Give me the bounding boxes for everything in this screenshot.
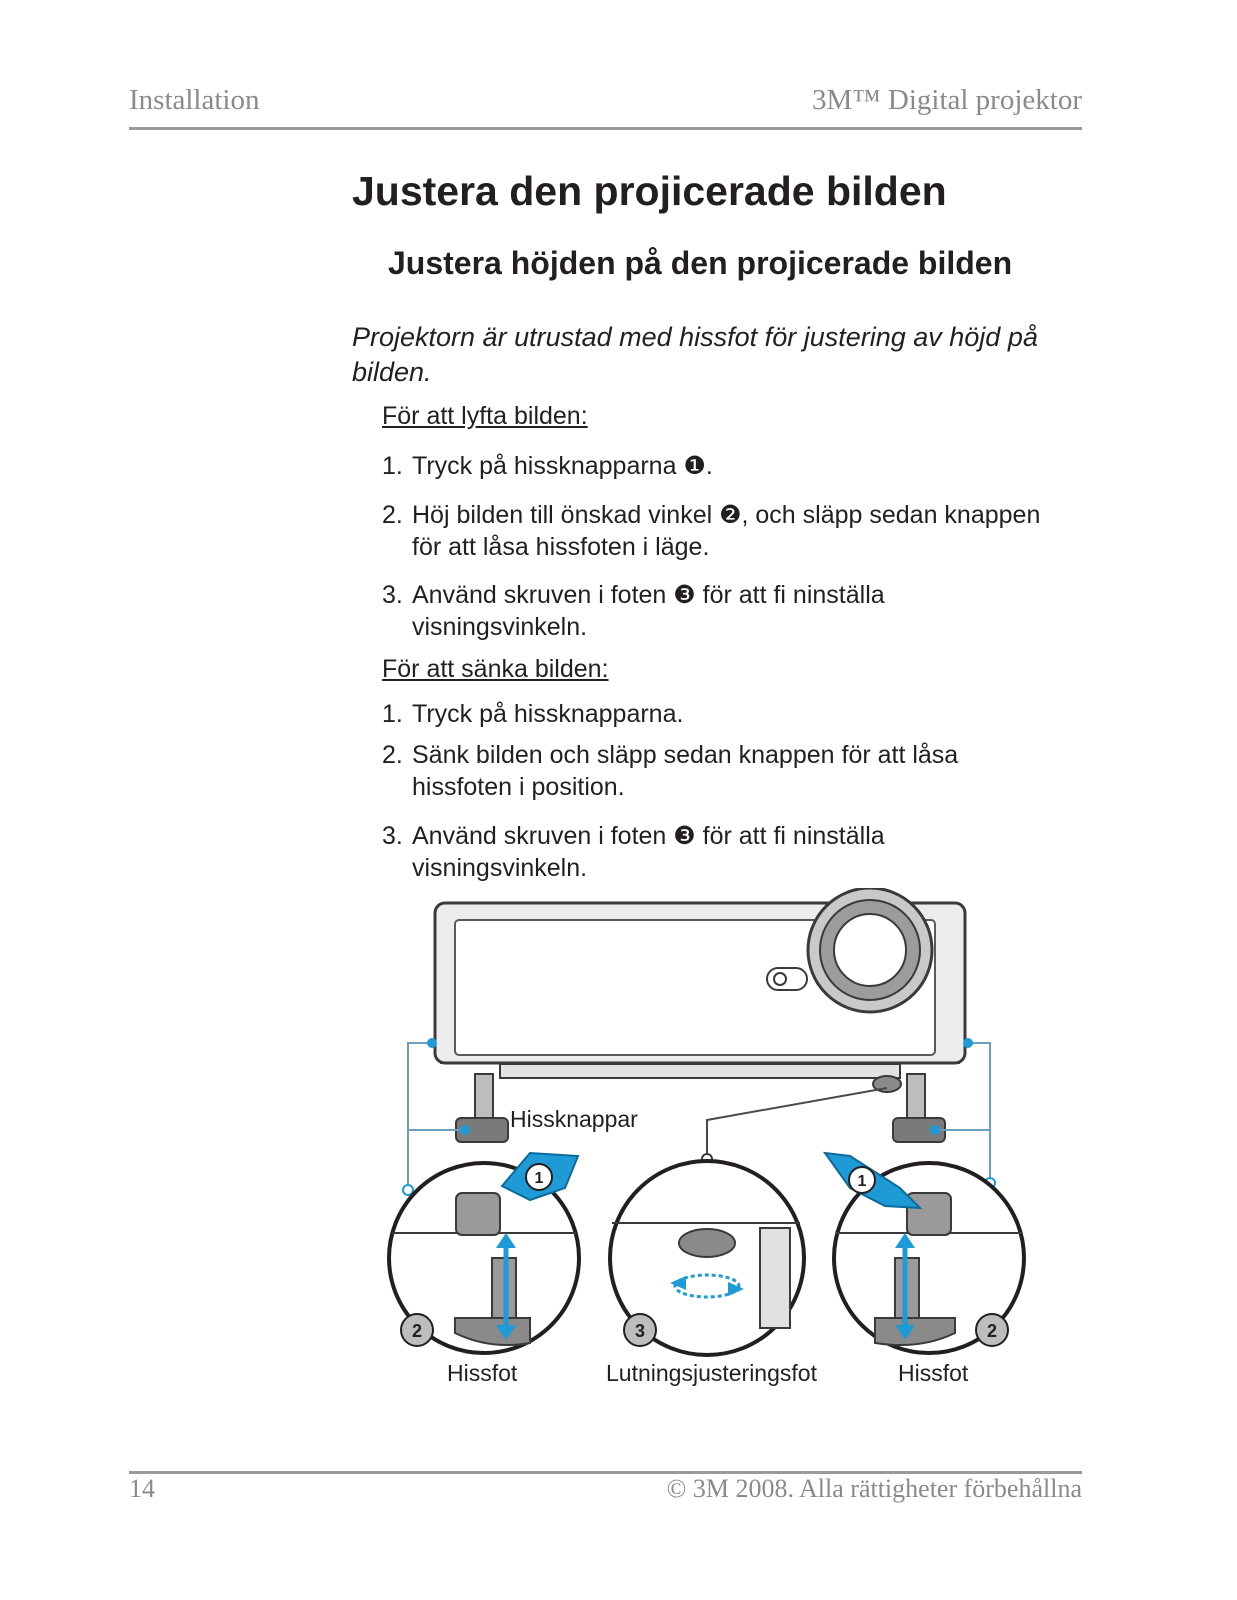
step-number: 2. [382,501,403,529]
header-product: 3M™ Digital projektor [811,84,1082,116]
step-text-continued: för att låsa hissfoten i läge. [412,533,710,561]
step-text: Tryck på hissknapparna. [412,700,684,728]
raise-step-3 [382,579,1102,643]
step-number: 1. [382,700,403,728]
header-section: Installation [129,84,260,116]
badge-label: 2 [411,1321,423,1341]
step-text: Höj bilden till önskad vinkel ❷, och släpp sedan knappen [412,501,1041,529]
badge-2-left [401,1314,433,1346]
badge-2-right [976,1314,1008,1346]
caption-left-foot: Hissfot [447,1360,518,1386]
raise-step-1 [382,450,1102,482]
section-subtitle: Justera höjden på den projicerade bilden [388,245,1013,281]
badge-label: 2 [986,1321,998,1341]
lower-step-3 [382,820,1102,884]
step-number: 3. [382,581,403,609]
step-text: Använd skruven i foten ❸ för att fi ninställa [412,822,885,850]
step-text: Tryck på hissknapparna ❶. [412,452,713,480]
step-number: 2. [382,741,403,769]
step-number: 1. [382,452,403,480]
lower-step-2 [382,739,1102,803]
raise-step-2 [382,499,1102,563]
caption-tilt-foot: Lutningsjusteringsfot [606,1360,817,1386]
badge-label: 1 [534,1170,544,1187]
badge-1-left [526,1164,552,1190]
badge-label: 1 [857,1173,867,1190]
copyright: © 3M 2008. Alla rättigheter förbehållna [666,1474,1082,1503]
label-elevator-buttons: Hissknappar [510,1106,638,1132]
lens-icon [808,888,932,1012]
step-text-continued: visningsvinkeln. [412,854,588,882]
step-number: 3. [382,822,403,850]
page-title: Justera den projicerade bilden [352,168,947,214]
badge-label: 3 [634,1321,646,1341]
step-text-continued: hissfoten i position. [412,773,625,801]
step-text: Sänk bilden och släpp sedan knappen för att låsa [412,741,959,769]
lower-heading: För att sänka bilden: [382,655,609,683]
badge-3 [624,1314,656,1346]
header-rule [129,127,1082,130]
raise-heading: För att lyfta bilden: [382,402,588,430]
projector-illustration [380,888,1040,1358]
lower-step-1 [382,698,1102,730]
caption-right-foot: Hissfot [898,1360,969,1386]
step-text-continued: visningsvinkeln. [412,613,588,641]
page-number: 14 [129,1474,155,1503]
badge-1-right [849,1167,875,1193]
intro-text: Projektorn är utrustad med hissfot för justering av höjd på bilden. [352,322,1038,387]
step-text: Använd skruven i foten ❸ för att fi ninställa [412,581,885,609]
